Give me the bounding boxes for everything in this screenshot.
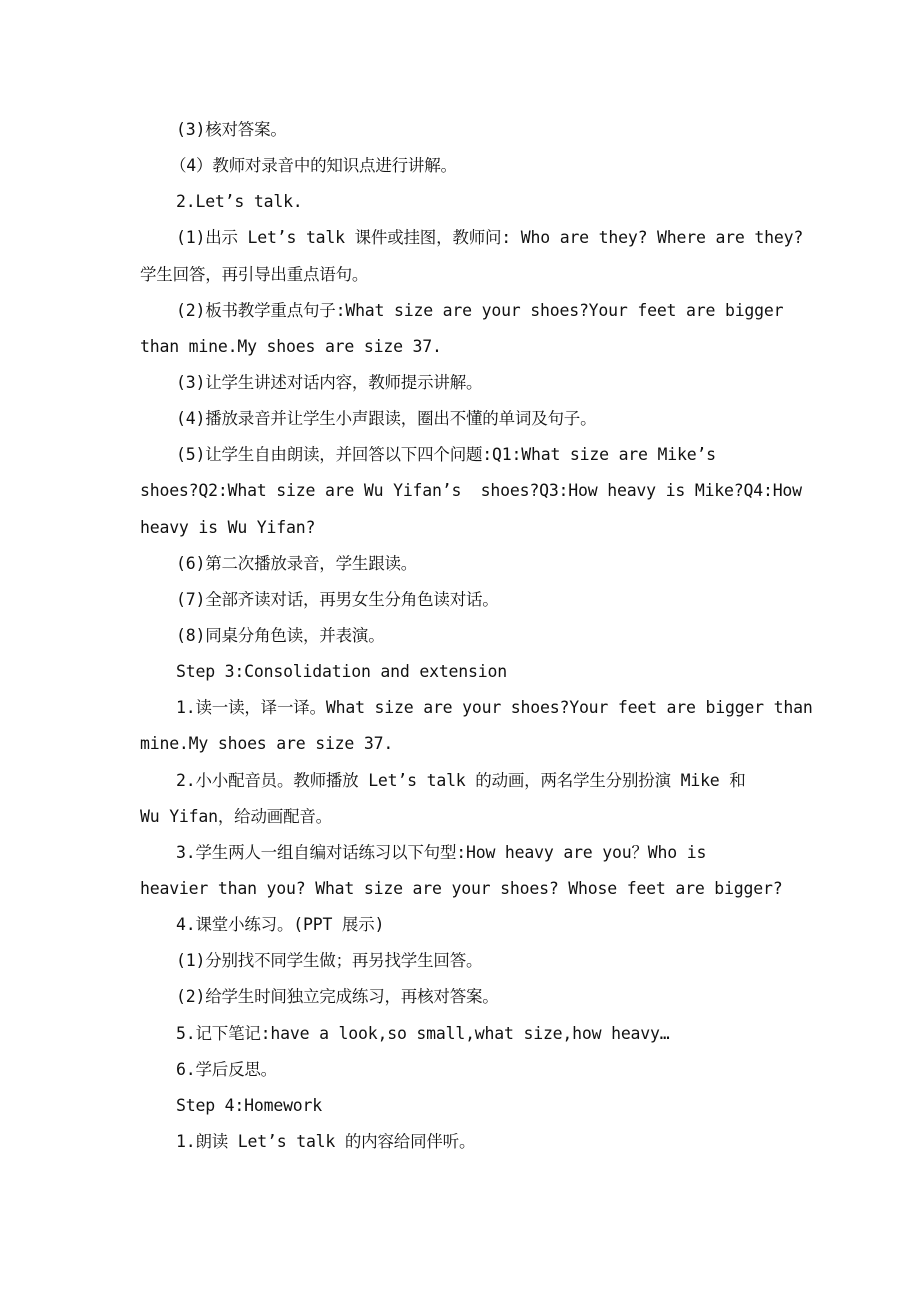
text-line: (5)让学生自由朗读，并回答以下四个问题:Q1:What size are Mike’s [176, 445, 716, 465]
text-line: (7)全部齐读对话，再男女生分角色读对话。 [176, 589, 499, 609]
text-line: than mine.My shoes are size 37. [140, 336, 442, 356]
text-line: (6)第二次播放录音，学生跟读。 [176, 553, 418, 573]
text-line: 2.Let’s talk. [176, 192, 303, 212]
text-line: (3)核对答案。 [176, 120, 287, 139]
text-line: Step 4:Homework [176, 1095, 323, 1115]
text-line: (8)同桌分角色读，并表演。 [176, 625, 385, 645]
text-line: mine.My shoes are size 37. [140, 734, 394, 754]
text-line: (3)让学生讲述对话内容，教师提示讲解。 [176, 372, 483, 392]
text-line: 4.课堂小练习。(PPT 展示) [176, 915, 385, 935]
document-page [0, 112, 920, 1160]
text-line: (1)出示 Let’s talk 课件或挂图，教师问: Who are they? Where are they? [176, 228, 804, 248]
text-line: (2)板书教学重点句子:What size are your shoes?Your feet are bigger [176, 300, 784, 320]
text-line: 1.读一读，译一译。What size are your shoes?Your feet are bigger than [176, 698, 813, 718]
text-line: 5.记下笔记:have a look,so small,what size,how heavy… [176, 1023, 670, 1043]
text-line: 3.学生两人一组自编对话练习以下句型:How heavy are you？Who is [176, 842, 707, 862]
text-line: 学生回答，再引导出重点语句。 [140, 264, 369, 284]
text-line: Wu Yifan，给动画配音。 [140, 806, 332, 826]
text-line: (4)播放录音并让学生小声跟读，圈出不懂的单词及句子。 [176, 409, 597, 429]
text-line: Step 3:Consolidation and extension [176, 662, 507, 682]
text-line: 2.小小配音员。教师播放 Let’s talk 的动画，两名学生分别扮演 Mike 和 [176, 770, 746, 790]
text-line: （4）教师对录音中的知识点进行讲解。 [170, 156, 457, 176]
text-line: (2)给学生时间独立完成练习，再核对答案。 [176, 987, 499, 1007]
text-line: 1.朗读 Let’s talk 的内容给同伴听。 [176, 1131, 476, 1151]
text-line: heavy is Wu Yifan? [140, 517, 316, 537]
text-line: 6.学后反思。 [176, 1059, 277, 1079]
text-line: shoes?Q2:What size are Wu Yifan’s shoes?Q3:How heavy is Mike?Q4:How [140, 481, 802, 501]
text-line: (1)分别找不同学生做；再另找学生回答。 [176, 951, 483, 971]
text-line: heavier than you? What size are your shoes? Whose feet are bigger? [140, 878, 783, 898]
